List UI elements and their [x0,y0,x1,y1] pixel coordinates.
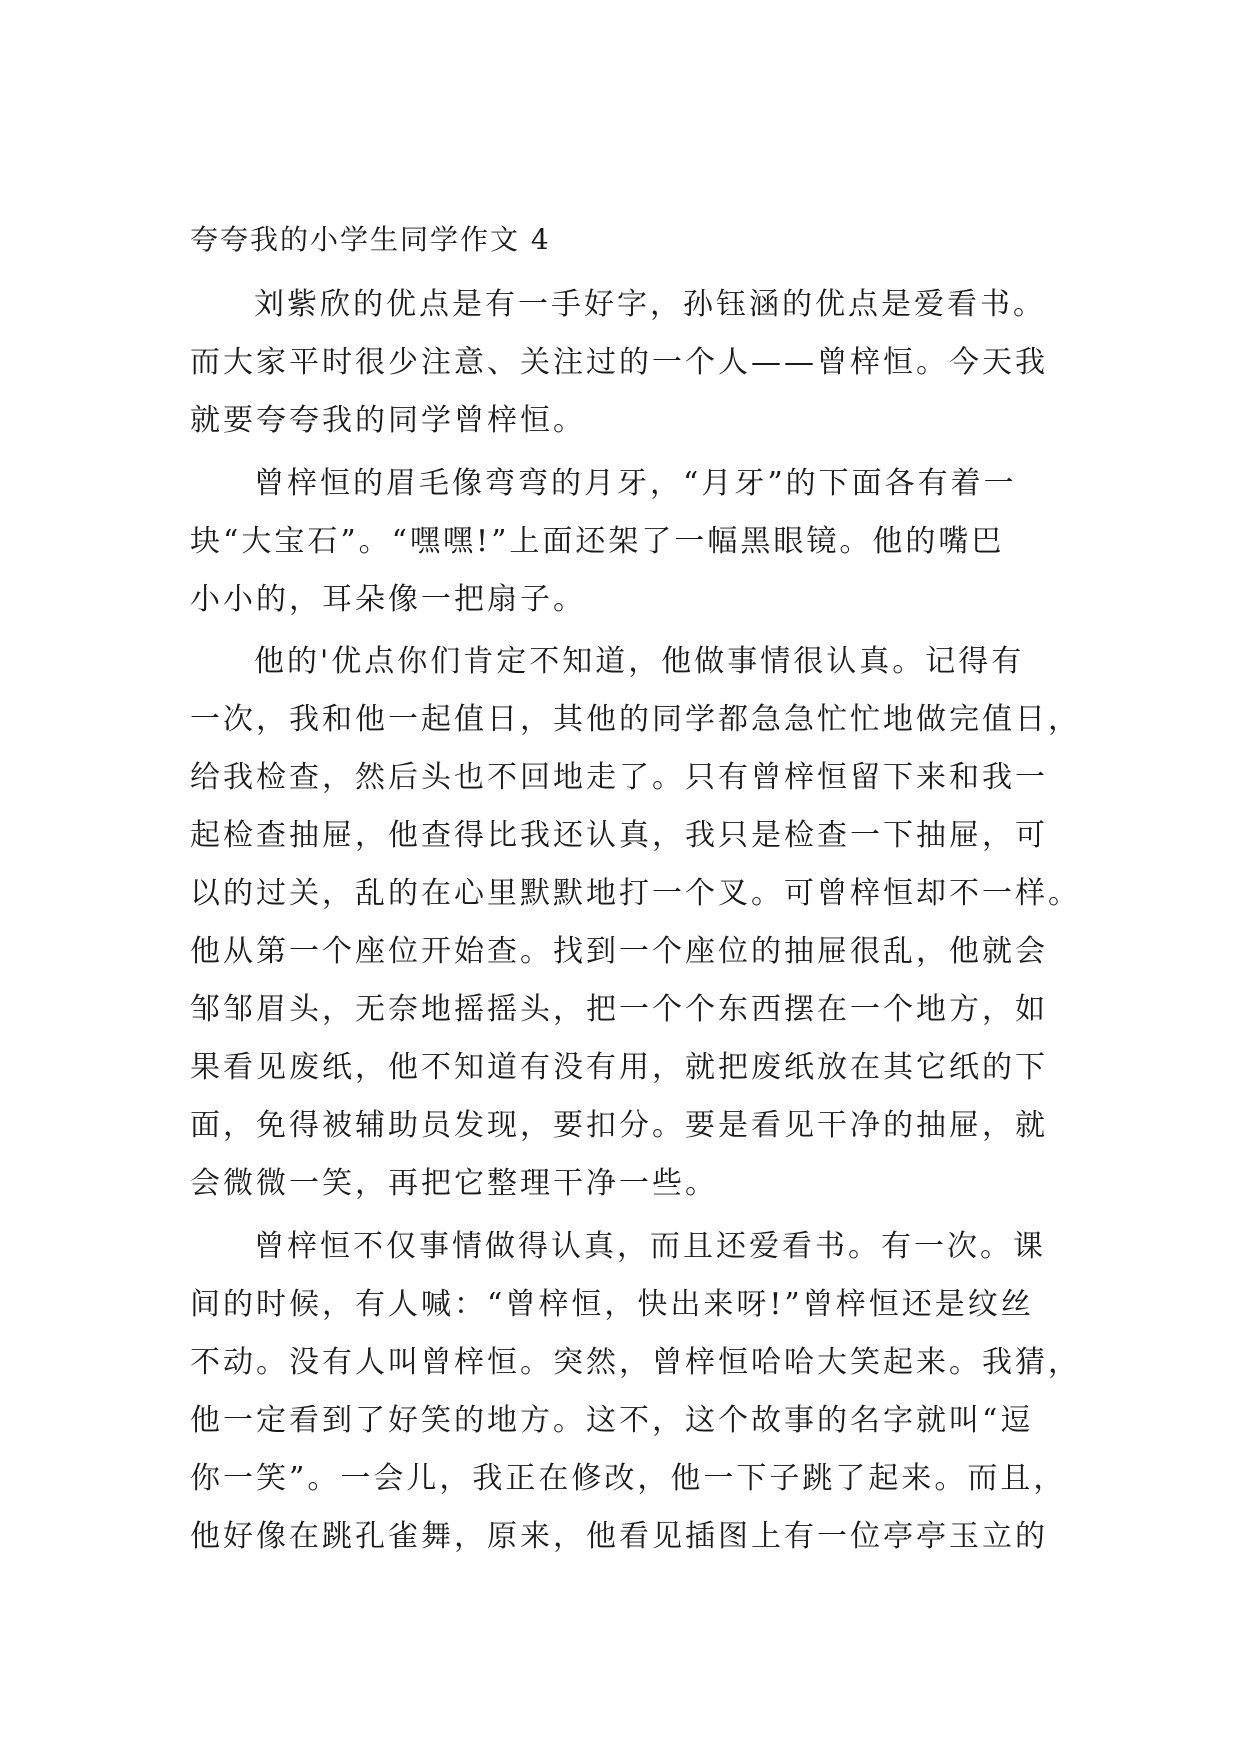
paragraph-2-line-3: 小小的，耳朵像一把扇子。 [190,582,586,617]
paragraph-3-line-4: 起检查抽屉，他查得比我还认真，我只是检查一下抽屉，可 [190,818,1048,853]
paragraph-3-line-1: 他的'优点你们肯定不知道，他做事情很认真。记得有 [254,644,1025,679]
paragraph-1-line-1: 刘紫欣的优点是有一手好字，孙钰涵的优点是爱看书。 [254,287,1046,322]
paragraph-2-line-2: 块“大宝石”。“嘿嘿!”上面还架了一幅黑眼镜。他的嘴巴 [190,524,1005,559]
paragraph-3-line-5: 以的过关，乱的在心里默默地打一个叉。可曾梓恒却不一样。 [190,876,1081,911]
paragraph-4-line-4: 他一定看到了好笑的地方。这不，这个故事的名字就叫“逗 [190,1403,1034,1438]
paragraph-3-line-2: 一次，我和他一起值日，其他的同学都急急忙忙地做完值日， [190,702,1081,737]
paragraph-3-line-7: 邹邹眉头，无奈地摇摇头，把一个个东西摆在一个地方，如 [190,992,1048,1027]
paragraph-4-line-3: 不动。没有人叫曾梓恒。突然，曾梓恒哈哈大笑起来。我猜， [190,1345,1081,1380]
paragraph-4-line-2: 间的时候，有人喊：“曾梓恒，快出来呀!”曾梓恒还是纹丝 [190,1287,1034,1322]
paragraph-1-line-2: 而大家平时很少注意、关注过的一个人——曾梓恒。今天我 [190,345,1048,380]
document-title: 夸夸我的小学生同学作文 4 [190,223,551,256]
paragraph-4-line-6: 他好像在跳孔雀舞，原来，他看见插图上有一位亭亭玉立的 [190,1519,1048,1554]
paragraph-3-line-9: 面，免得被辅助员发现，要扣分。要是看见干净的抽屉，就 [190,1108,1048,1143]
paragraph-3-line-3: 给我检查，然后头也不回地走了。只有曾梓恒留下来和我一 [190,760,1048,795]
paragraph-4-line-1: 曾梓恒不仅事情做得认真，而且还爱看书。有一次。课 [254,1229,1046,1264]
paragraph-3-line-6: 他从第一个座位开始查。找到一个座位的抽屉很乱，他就会 [190,934,1048,969]
paragraph-4-line-5: 你一笑”。一会儿，我正在修改，他一下子跳了起来。而且， [190,1461,1067,1496]
paragraph-2-line-1: 曾梓恒的眉毛像弯弯的月牙，“月牙”的下面各有着一 [254,466,1017,501]
paragraph-1-line-3: 就要夸夸我的同学曾梓恒。 [190,403,586,438]
paragraph-3-line-8: 果看见废纸，他不知道有没有用，就把废纸放在其它纸的下 [190,1050,1048,1085]
paragraph-3-line-10: 会微微一笑，再把它整理干净一些。 [190,1166,718,1201]
